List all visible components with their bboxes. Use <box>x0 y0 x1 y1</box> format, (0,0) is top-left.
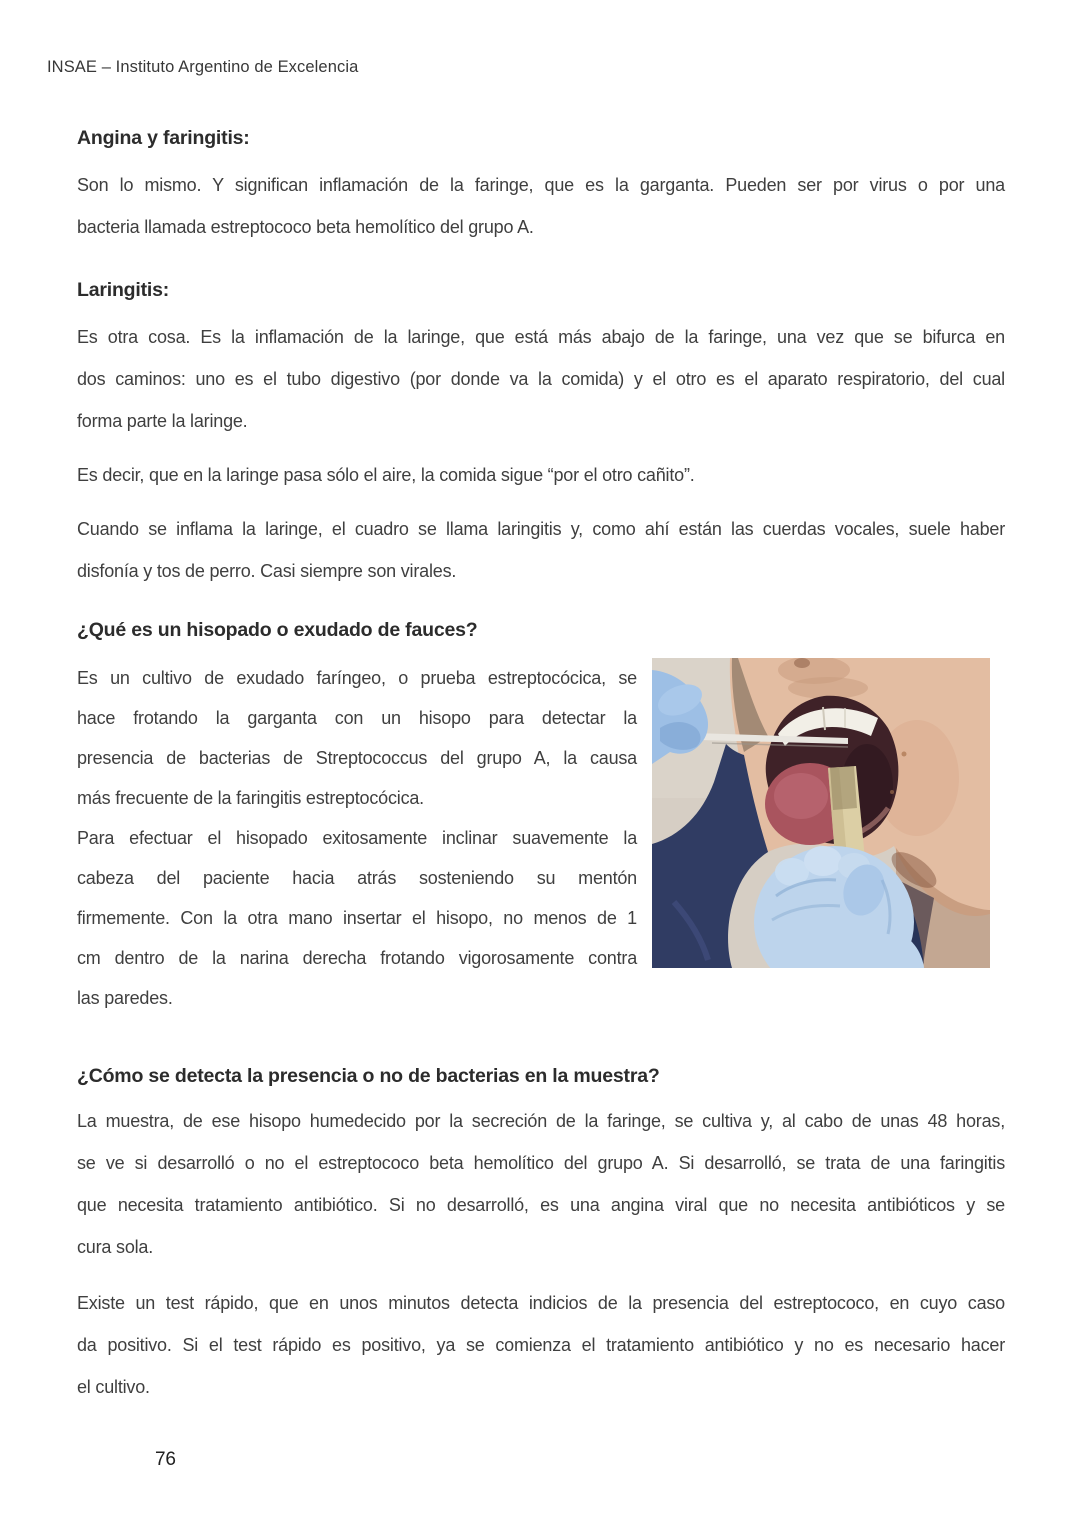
paragraph-hisopado-1 <box>77 658 637 818</box>
document-content <box>77 124 1005 1472</box>
paragraph-laringitis-1 <box>77 316 1005 442</box>
text-line: más frecuente de la faringitis estreptocócica. <box>77 788 424 808</box>
text-line: Son lo mismo. Y significan inflamación de la faringe, que es la garganta. Pueden ser por virus o por una <box>77 175 1005 195</box>
text-line: Es otra cosa. Es la inflamación de la laringe, que está más abajo de la faringe, una vez que se bifurca en <box>77 327 1005 347</box>
heading-laringitis: Laringitis: <box>77 279 170 301</box>
text-line: disfonía y tos de perro. Casi siempre son virales. <box>77 561 457 581</box>
text-line: forma parte la laringe. <box>77 411 248 431</box>
text-line: dos caminos: uno es el tubo digestivo (por donde va la comida) y el otro es el aparato respiratorio, del cual <box>77 369 1005 389</box>
heading-hisopado: ¿Qué es un hisopado o exudado de fauces? <box>77 619 478 641</box>
text-line: Existe un test rápido, que en unos minutos detecta indicios de la presencia del estreptococo, en cuyo caso <box>77 1293 1005 1313</box>
text-line: el cultivo. <box>77 1377 150 1397</box>
text-line: las paredes. <box>77 988 173 1008</box>
text-line: hace frotando la garganta con un hisopo para detectar la <box>77 708 637 728</box>
text-line: Cuando se inflama la laringe, el cuadro se llama laringitis y, como ahí están las cuerdas vocales, suele haber <box>77 519 1005 539</box>
text-line: cm dentro de la narina derecha frotando vigorosamente contra <box>77 948 637 968</box>
text-line: Es un cultivo de exudado faríngeo, o prueba estreptocócica, se <box>77 668 637 688</box>
paragraph-hisopado-2 <box>77 818 637 1018</box>
text-line: firmemente. Con la otra mano insertar el hisopo, no menos de 1 <box>77 908 637 928</box>
text-line: Para efectuar el hisopado exitosamente inclinar suavemente la <box>77 828 637 848</box>
page-number: 76 <box>155 1449 176 1470</box>
heading-deteccion: ¿Cómo se detecta la presencia o no de bacterias en la muestra? <box>77 1065 660 1087</box>
text-line: Es decir, que en la laringe pasa sólo el aire, la comida sigue “por el otro cañito”. <box>77 465 695 485</box>
paragraph-laringitis-2 <box>77 454 1005 496</box>
document-header: INSAE – Instituto Argentino de Excelencia <box>47 58 359 76</box>
text-line: cura sola. <box>77 1237 154 1257</box>
heading-angina-faringitis: Angina y faringitis: <box>77 127 250 149</box>
text-line: da positivo. Si el test rápido es positivo, ya se comienza el tratamiento antibiótico y no es necesario hacer <box>77 1335 1005 1355</box>
paragraph-angina <box>77 164 1005 248</box>
paragraph-deteccion-1 <box>77 1100 1005 1268</box>
two-column-block <box>77 658 1005 1018</box>
text-line: se ve si desarrolló o no el estreptococo beta hemolítico del grupo A. Si desarrolló, se trata de una faringitis <box>77 1153 1005 1173</box>
paragraph-laringitis-3 <box>77 508 1005 592</box>
text-line: La muestra, de ese hisopo humedecido por la secreción de la faringe, se cultiva y, al cabo de unas 48 horas, <box>77 1111 1005 1131</box>
column-text <box>77 658 637 1018</box>
throat-swab-photo <box>652 658 990 968</box>
text-line: bacteria llamada estreptococo beta hemolítico del grupo A. <box>77 217 534 237</box>
text-line: que necesita tratamiento antibiótico. Si no desarrolló, es una angina viral que no necesita antibióticos y se <box>77 1195 1005 1215</box>
text-line: cabeza del paciente hacia atrás sosteniendo su mentón <box>77 868 637 888</box>
text-line: presencia de bacterias de Streptococcus del grupo A, la causa <box>77 748 637 768</box>
paragraph-deteccion-2 <box>77 1282 1005 1408</box>
